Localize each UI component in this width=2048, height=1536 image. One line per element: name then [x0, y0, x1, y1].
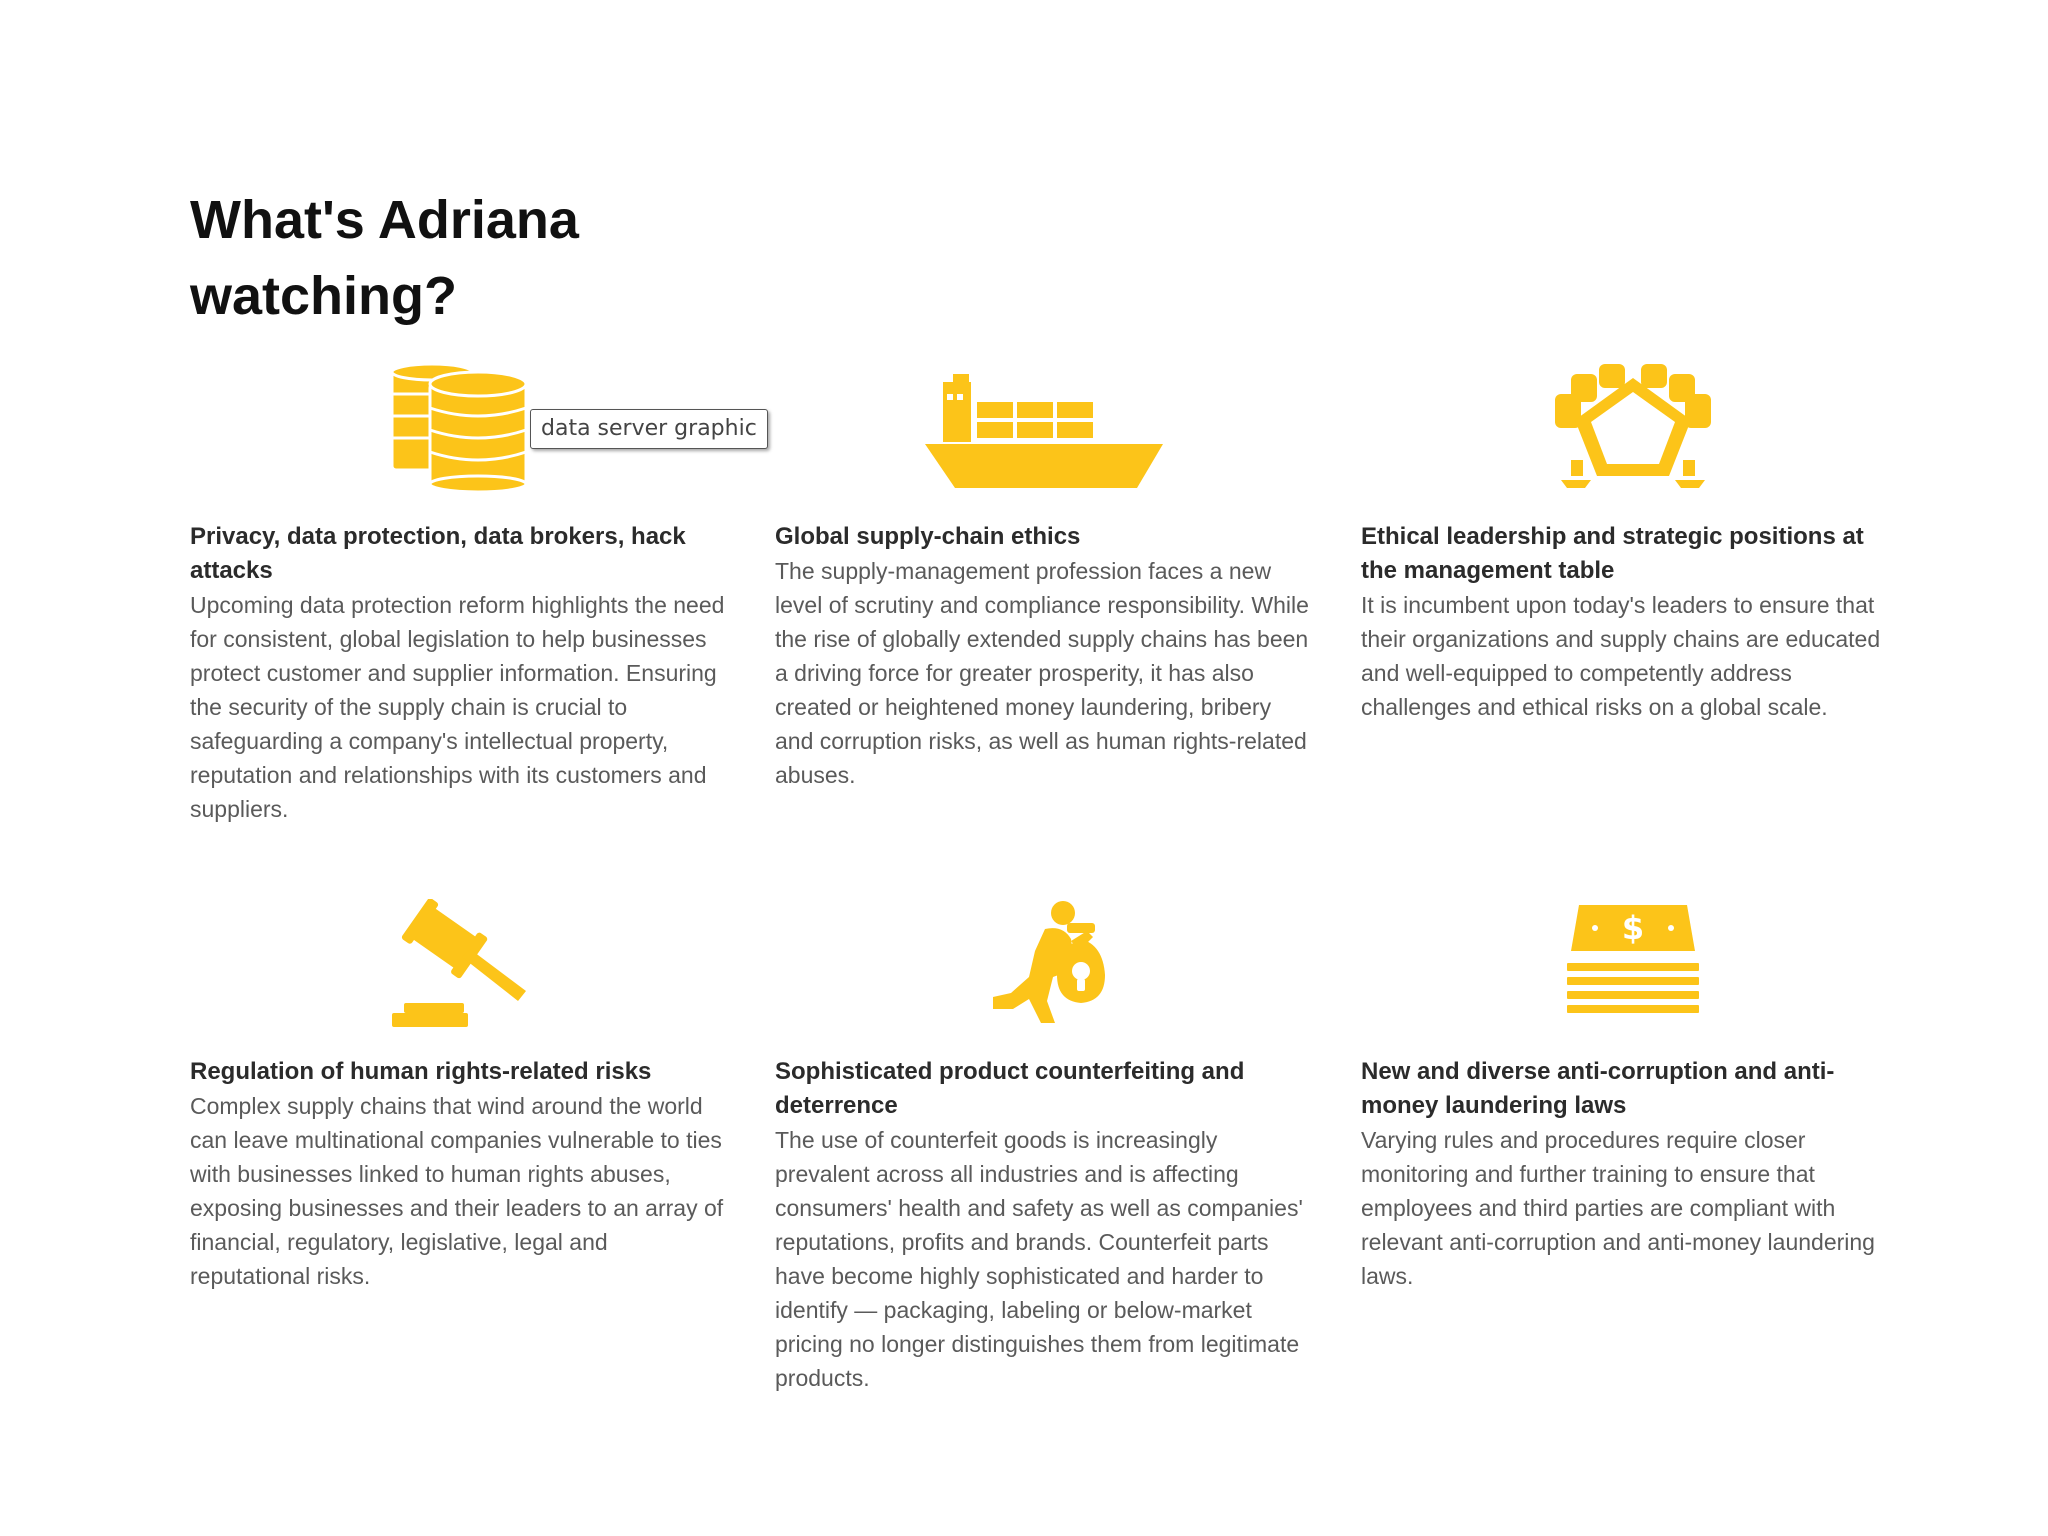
cargo-ship-icon: [925, 372, 1165, 490]
card-title: Global supply-chain ethics: [775, 523, 1081, 550]
money-stack-icon: [1565, 905, 1701, 1023]
card-title: New and diverse anti-corruption and anti-money laundering laws: [1361, 1058, 1835, 1119]
card-description: The supply-management profession faces a new level of scrutiny and compliance responsibility. While the rise of globally extended supply chains has been a driving force for greater prosperity, it has also created or heightened money laundering, bribery and corruption risks, as well as human rights-related abuses.: [775, 558, 1309, 788]
card-description: Varying rules and procedures require closer monitoring and further training to ensure that employees and third parties are compliant with relevant anti-corruption and anti-money laundering laws.: [1361, 1127, 1875, 1289]
image-tooltip: data server graphic: [530, 409, 768, 449]
thief-with-money-bag-icon: [983, 897, 1109, 1027]
page-title: What's Adriana watching?: [190, 190, 579, 326]
card-title: Ethical leadership and strategic positions at the management table: [1361, 523, 1864, 584]
conference-table-icon: [1551, 364, 1715, 492]
svg-text:$: $: [1621, 909, 1645, 947]
card-description: Upcoming data protection reform highlights the need for consistent, global legislation to help businesses protect customer and supplier information. Ensuring the security of the supply chain is crucial to safeguarding a company's intellectual property, reputation and relationships with its customers and suppliers.: [190, 592, 725, 822]
card-title: Regulation of human rights-related risks: [190, 1058, 652, 1085]
database-icon: [390, 364, 530, 492]
card-description: It is incumbent upon today's leaders to ensure that their organizations and supply chains are educated and well-equipped to competently address challenges and ethical risks on a global scale.: [1361, 592, 1881, 720]
card-title: Sophisticated product counterfeiting and deterrence: [775, 1058, 1245, 1119]
card-description: The use of counterfeit goods is increasingly prevalent across all industries and is affecting consumers' health and safety as well as companies' reputations, profits and brands. Counterfeit parts have become highly sophisticated and harder to identify — packaging, labeling or below-market pricing no longer distinguishes them from legitimate products.: [775, 1127, 1303, 1391]
gavel-icon: [390, 899, 530, 1029]
card-title: Privacy, data protection, data brokers, hack attacks: [190, 523, 686, 584]
card-description: Complex supply chains that wind around the world can leave multinational companies vulnerable to ties with businesses linked to human rights abuses, exposing businesses and their leaders to an array of financial, regulatory, legislative, legal and reputational risks.: [190, 1093, 724, 1289]
